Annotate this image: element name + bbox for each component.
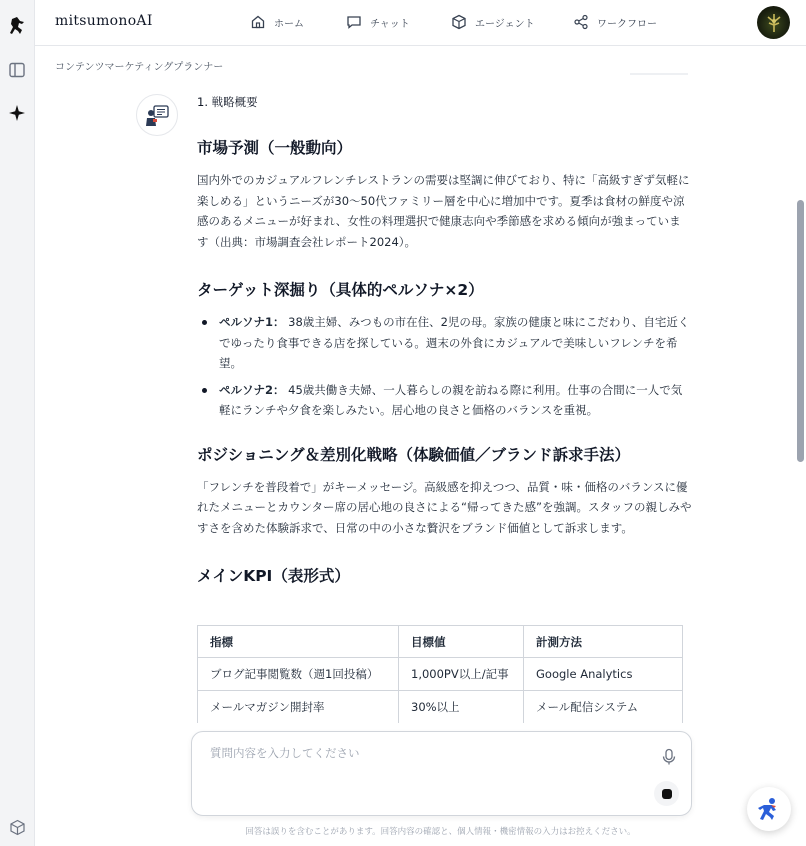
nav-chat[interactable] [346, 14, 410, 30]
runner-mascot-icon [755, 795, 783, 823]
column-header: 指標 [198, 626, 399, 658]
persona-text: 45歳共働き夫婦、一人暮らしの親を訪ねる際に利用。仕事の合間に一人で気軽にランチや夕食を楽しみたい。居心地の良さと価格のバランスを重視。 [219, 382, 683, 417]
page-breadcrumb: コンテンツマーケティングプランナー [55, 62, 224, 73]
question-input[interactable] [210, 746, 640, 760]
top-bar [35, 0, 806, 46]
table-cell: メール配信システム [524, 691, 683, 724]
persona-label: ペルソナ1： [219, 315, 285, 329]
assistant-message [197, 94, 692, 598]
persona-label: ペルソナ2： [219, 382, 285, 397]
nav-home-label: ホーム [274, 18, 304, 30]
chat-icon [346, 14, 362, 30]
nav-chat-label: チャット [370, 18, 410, 30]
market-body: 国内外でのカジュアルフレンチレストランの需要は堅調に伸びており、特に「高級すぎず気軽に楽しめる」というニーズが30～50代ファミリー層を中心に増加中です。夏季は食材の鮮度や涼感のあるメニューが好まれ、女性の料理選択で健康志向や季節感を求める傾向が強まっています（出典：市場調査会社レポート2024）。 [197, 173, 690, 249]
brand-name[interactable]: mitsumonoAI [55, 13, 153, 29]
list-item [197, 380, 692, 421]
nav-agent[interactable] [451, 14, 535, 30]
stop-generation-button[interactable] [654, 781, 679, 806]
sparkle-icon[interactable] [5, 101, 29, 125]
positioning-body: 「フレンチを普段着で」がキーメッセージ。高級感を抑えつつ、品質・味・価格のバランスに優れたメニューとカウンター席の居心地の良さによる“帰ってきた感”を強調。スタッフの親しみやすさを含めた体験訴求で、日常の中の小さな贅沢をブランド価値として訴求します。 [197, 479, 692, 535]
nav-agent-label: エージェント [475, 18, 535, 30]
table-cell: Google Analytics [524, 658, 683, 691]
agent-cube-icon [451, 14, 467, 30]
table-row [198, 658, 683, 691]
sidebar-toggle-icon[interactable] [5, 58, 29, 82]
nav-home[interactable] [250, 14, 304, 30]
positioning-section [197, 443, 692, 539]
kpi-heading: メインKPI（表形式） [197, 567, 350, 585]
column-header: 目標値 [399, 626, 524, 658]
stop-icon [662, 789, 672, 799]
table-header-row [198, 626, 683, 658]
user-avatar[interactable] [757, 6, 790, 39]
scrollbar-thumb[interactable] [797, 200, 804, 462]
persona-text: 38歳主婦、みつもの市在住、2児の母。家族の健康と味にこだわり、自宅近くでゆったり食事できる店を探している。週末の外食にカジュアルで美味しいフレンチを希望。 [219, 315, 690, 370]
target-section [197, 278, 692, 421]
list-item [197, 312, 692, 374]
table-cell: 1,000PV以上/記事 [399, 658, 524, 691]
table-cell: 30%以上 [399, 691, 524, 724]
column-header: 計測方法 [524, 626, 683, 658]
app-logo-icon[interactable] [5, 14, 29, 38]
home-icon [250, 14, 266, 30]
nav-workflow-label: ワークフロー [597, 18, 657, 30]
microphone-icon[interactable] [661, 748, 677, 766]
positioning-heading: ポジショニング＆差別化戦略（体験価値／ブランド訴求手法） [197, 445, 630, 464]
market-section [197, 136, 692, 252]
target-heading: ターゲット深掘り（具体的ペルソナ×2） [197, 281, 484, 299]
assistant-avatar [136, 94, 178, 136]
planner-bot-icon [143, 101, 171, 129]
message-composer [191, 731, 692, 816]
market-heading: 市場予測（一般動向） [197, 139, 353, 157]
workflow-share-icon [573, 14, 589, 30]
left-rail [0, 0, 35, 846]
plant-avatar-icon [763, 12, 785, 34]
persona-list [197, 312, 692, 421]
table-cell: ブログ記事閲覧数（週1回投稿） [198, 658, 399, 691]
assistant-launcher-button[interactable] [747, 787, 791, 831]
outline-heading: 1. 戦略概要 [197, 95, 258, 109]
table-cell: メールマガジン開封率 [198, 691, 399, 724]
nav-workflow[interactable] [573, 14, 657, 30]
table-row [198, 691, 683, 724]
disclaimer-text: 回答は誤りを含むことがあります。回答内容の確認と、個人情報・機密情報の入力はお控えください。 [245, 827, 636, 837]
kpi-table-wrapper [197, 625, 683, 723]
previous-message-edge [630, 73, 688, 75]
kpi-table [197, 625, 683, 723]
